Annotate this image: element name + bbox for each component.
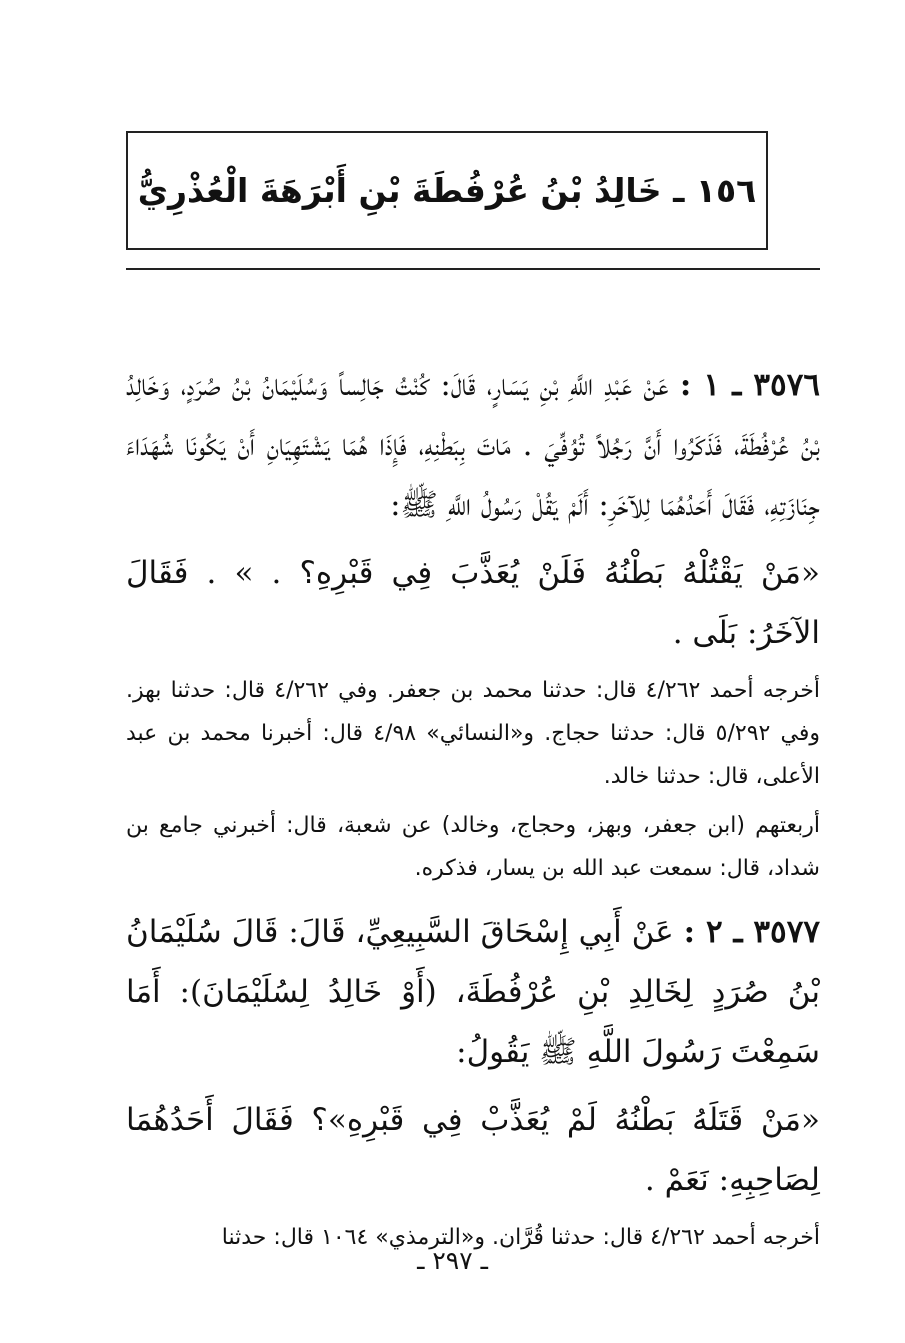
hadith-3577 (126, 902, 820, 1082)
takhrij-paragraph: أخرجه أحمد ٤/٢٦٢ قال: حدثنا قُرَّان. و«الترمذي» ١٠٦٤ قال: حدثنا (221, 1225, 820, 1250)
chapter-title-box (126, 131, 768, 250)
hadith-number: ٣٥٧٦ ـ ١ : (679, 367, 820, 403)
takhrij-paragraph: أربعتهم (ابن جعفر، وبهز، وحجاج، وخالد) عن شعبة، قال: أخبرني جامع بن شداد، قال: سمعت عبد الله بن يسار، فذكره. (126, 813, 820, 881)
hadith-text: عَنْ عَبْدِ اللَّهِ بْنِ يَسَارٍ، قَالَ: كُنْتُ جَالِساً وَسُلَيْمَانُ بْنُ صُرَدٍ، وَخَالِدُ بْنُ عُرْفُطَةَ، فَذَكَرُوا أَنَّ رَجُلاً تُوُفِّيَ . مَاتَ بِبَطْنِهِ، فَإِذَا هُمَا يَشْتَهِيَانِ أَنْ يَكُونَا شُهَدَاءَ جِنَازَتِهِ، فَقَالَ أَحَدُهُمَا لِلآخَرِ: أَلَمْ يَقُلْ رَسُولُ اللَّهِ ﷺ: (126, 367, 820, 523)
hadith-quote: «مَنْ يَقْتُلْهُ بَطْنُهُ فَلَنْ يُعَذَّبَ فِي قَبْرِهِ؟ . » . فَقَالَ الآخَرُ: بَلَى . (126, 555, 820, 651)
hadith-quote: «مَنْ قَتَلَهُ بَطْنُهُ لَمْ يُعَذَّبْ فِي قَبْرِهِ»؟ فَقَالَ أَحَدُهُمَا لِصَاحِبِهِ: نَعَمْ . (126, 1102, 820, 1198)
takhrij-paragraph: أخرجه أحمد ٤/٢٦٢ قال: حدثنا محمد بن جعفر. وفي ٤/٢٦٢ قال: حدثنا بهز. وفي ٥/٢٩٢ قال: حدثنا حجاج. و«النسائي» ٤/٩٨ قال: أخبرنا محمد بن عبد الأعلى، قال: حدثنا خالد. (126, 678, 820, 789)
chapter-title: ١٥٦ ـ خَالِدُ بْنُ عُرْفُطَةَ بْنِ أَبْرَهَةَ الْعُذْرِيُّ (137, 171, 757, 210)
hadith-number: ٣٥٧٧ ـ ٢ : (683, 914, 820, 950)
hadith-3576 (126, 355, 820, 535)
page-body (126, 355, 820, 1259)
header-divider (126, 268, 820, 270)
hadith-text: عَنْ أَبِي إِسْحَاقَ السَّبِيعِيِّ، قَالَ: قَالَ سُلَيْمَانُ بْنُ صُرَدٍ لِخَالِدِ بْنِ عُرْفُطَةَ، (أَوْ خَالِدُ لِسُلَيْمَانَ): أَمَا سَمِعْتَ رَسُولَ اللَّهِ ﷺ يَقُولُ: (126, 914, 820, 1070)
page-number: ـ ٢٩٧ ـ (417, 1246, 488, 1275)
